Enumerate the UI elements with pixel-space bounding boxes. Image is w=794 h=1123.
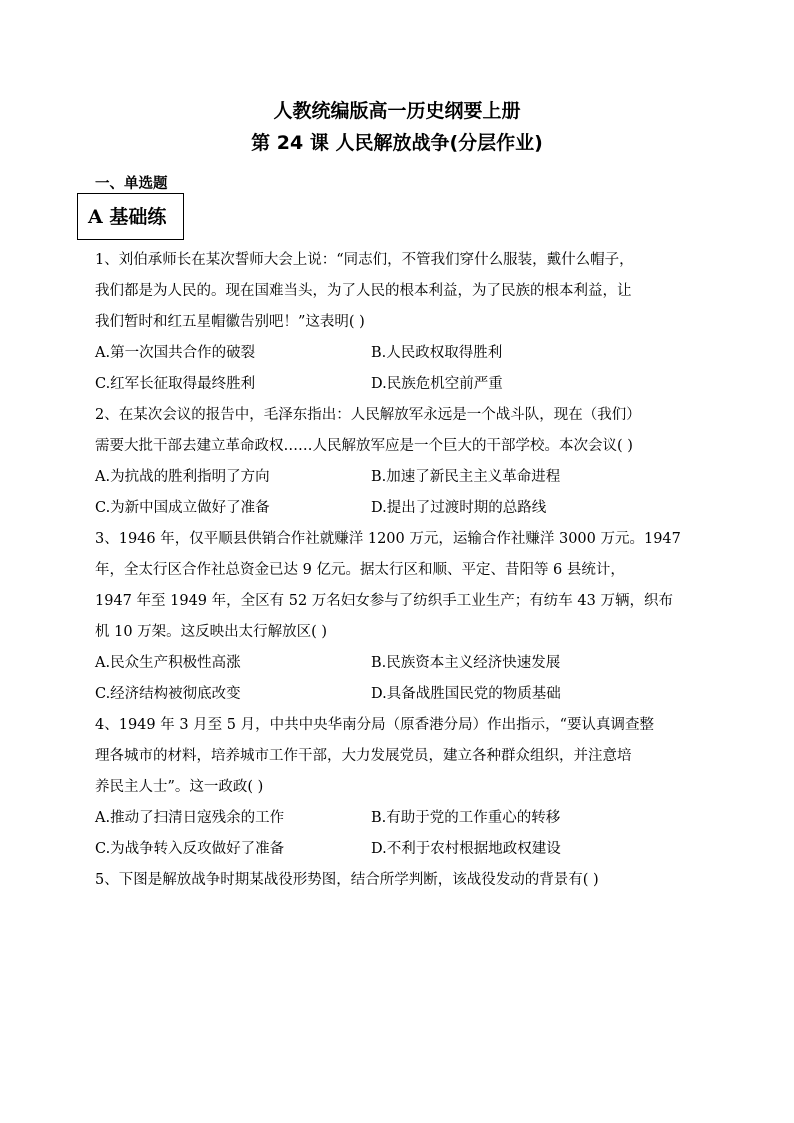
question-1-line-1: 1、刘伯承师长在某次誓师大会上说：“同志们，不管我们穿什么服装，戴什么帽子，: [95, 252, 634, 268]
question-4-line-2: 理各城市的材料，培养城市工作干部，大力发展党员，建立各种群众组织，并注意培: [95, 748, 632, 764]
question-2-option-a: A.为抗战的胜利指明了方向: [95, 469, 270, 485]
question-3-line-3: 1947 年至 1949 年，全区有 52 万名妇女参与了纺织手工业生产；有纺车 43 万辆，织布: [95, 593, 673, 609]
question-4-option-d: D.不利于农村根据地政权建设: [371, 841, 561, 857]
question-1-option-a: A.第一次国共合作的破裂: [95, 345, 256, 361]
question-3-line-1: 3、1946 年，仅平顺县供销合作社就赚洋 1200 万元，运输合作社赚洋 3000 万元。1947: [95, 531, 681, 547]
question-3-option-a: A.民众生产积极性高涨: [95, 655, 241, 671]
question-3-line-4: 机 10 万架。这反映出太行解放区( ): [95, 624, 328, 640]
question-2-line-2: 需要大批干部去建立革命政权……人民解放军应是一个巨大的干部学校。本次会议( ): [95, 438, 633, 454]
question-4-line-1: 4、1949 年 3 月至 5 月，中共中央华南分局（原香港分局）作出指示，“要认真调查整: [95, 717, 655, 733]
question-2-option-d: D.提出了过渡时期的总路线: [371, 500, 547, 516]
section-heading: 一、单选题: [95, 176, 168, 192]
question-1-option-b: B.人民政权取得胜利: [371, 345, 503, 361]
document-subtitle: 第 24 课 人民解放战争(分层作业): [251, 132, 543, 154]
level-badge: [77, 193, 184, 240]
question-2-option-b: B.加速了新民主主义革命进程: [371, 469, 561, 485]
question-3-option-d: D.具备战胜国民党的物质基础: [371, 686, 561, 702]
question-2-option-c: C.为新中国成立做好了准备: [95, 500, 270, 516]
question-4-line-3: 养民主人士”。这一政政( ): [95, 779, 264, 795]
question-1-line-3: 我们暂时和红五星帽徽告别吧！”这表明( ): [95, 314, 365, 330]
question-1-line-2: 我们都是为人民的。现在国难当头，为了人民的根本利益，为了民族的根本利益，让: [95, 283, 632, 299]
document-title: 人教统编版高一历史纲要上册: [273, 100, 521, 122]
question-3-line-2: 年，全太行区合作社总资金已达 9 亿元。据太行区和顺、平定、昔阳等 6 县统计，: [95, 562, 625, 578]
question-4-option-c: C.为战争转入反攻做好了准备: [95, 841, 285, 857]
question-4-option-a: A.推动了扫清日寇残余的工作: [95, 810, 285, 826]
question-5-line-1: 5、下图是解放战争时期某战役形势图，结合所学判断，该战役发动的背景有( ): [95, 872, 599, 888]
question-3-option-b: B.民族资本主义经济快速发展: [371, 655, 561, 671]
question-3-option-c: C.经济结构被彻底改变: [95, 686, 241, 702]
question-4-option-b: B.有助于党的工作重心的转移: [371, 810, 561, 826]
question-1-option-d: D.民族危机空前严重: [371, 376, 503, 392]
level-badge-label: A 基础练: [88, 206, 167, 228]
question-1-option-c: C.红军长征取得最终胜利: [95, 376, 256, 392]
question-2-line-1: 2、在某次会议的报告中，毛泽东指出：人民解放军永远是一个战斗队，现在（我们）: [95, 407, 641, 423]
